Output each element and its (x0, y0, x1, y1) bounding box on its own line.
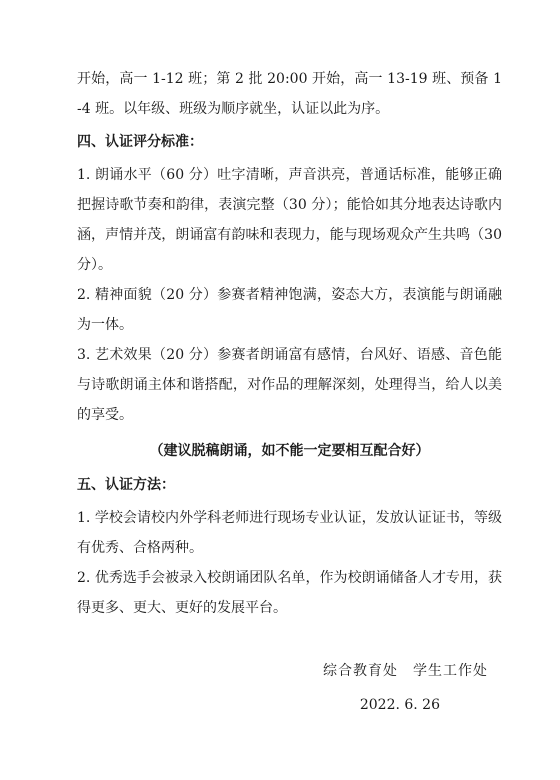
section-4-heading: 四、认证评分标准： (77, 134, 203, 150)
criterion-1-paragraph: 1. 朗诵水平（60 分）吐字清晰，声音洪亮，普通话标准，能够正确把握诗歌节奏和韵律，表演完整（30 分）；能恰如其分地表达诗歌内涵，声情并茂，朗诵富有韵味和表现力，能与现场观众产生共鸣（30 分）。 (77, 167, 502, 273)
document-body (77, 64, 502, 623)
method-2-paragraph: 2. 优秀选手会被录入校朗诵团队名单，作为校朗诵储备人才专用，获得更多、更大、更好的发展平台。 (77, 570, 502, 616)
criterion-3-paragraph: 3. 艺术效果（20 分）参赛者朗诵富有感情，台风好、语感、音色能与诗歌朗诵主体和谐搭配，对作品的理解深刻，处理得当，给人以美的享受。 (77, 347, 502, 423)
intro-paragraph: 开始，高一 1-12 班；第 2 批 20:00 开始，高一 13-19 班、预备 1-4 班。以年级、班级为顺序就坐，认证以此为序。 (77, 71, 502, 117)
recitation-note: （建议脱稿朗诵，如不能一定要相互配合好） (149, 443, 430, 459)
method-1-paragraph: 1. 学校会请校内外学科老师进行现场专业认证，发放认证证书，等级有优秀、合格两种。 (77, 510, 502, 556)
signature-date: 2022. 6. 26 (359, 697, 440, 713)
signature-departments: 综合教育处 学生工作处 (323, 663, 488, 679)
section-5-heading: 五、认证方法： (77, 477, 175, 493)
criterion-2-paragraph: 2. 精神面貌（20 分）参赛者精神饱满，姿态大方，表演能与朗诵融为一体。 (77, 287, 502, 333)
